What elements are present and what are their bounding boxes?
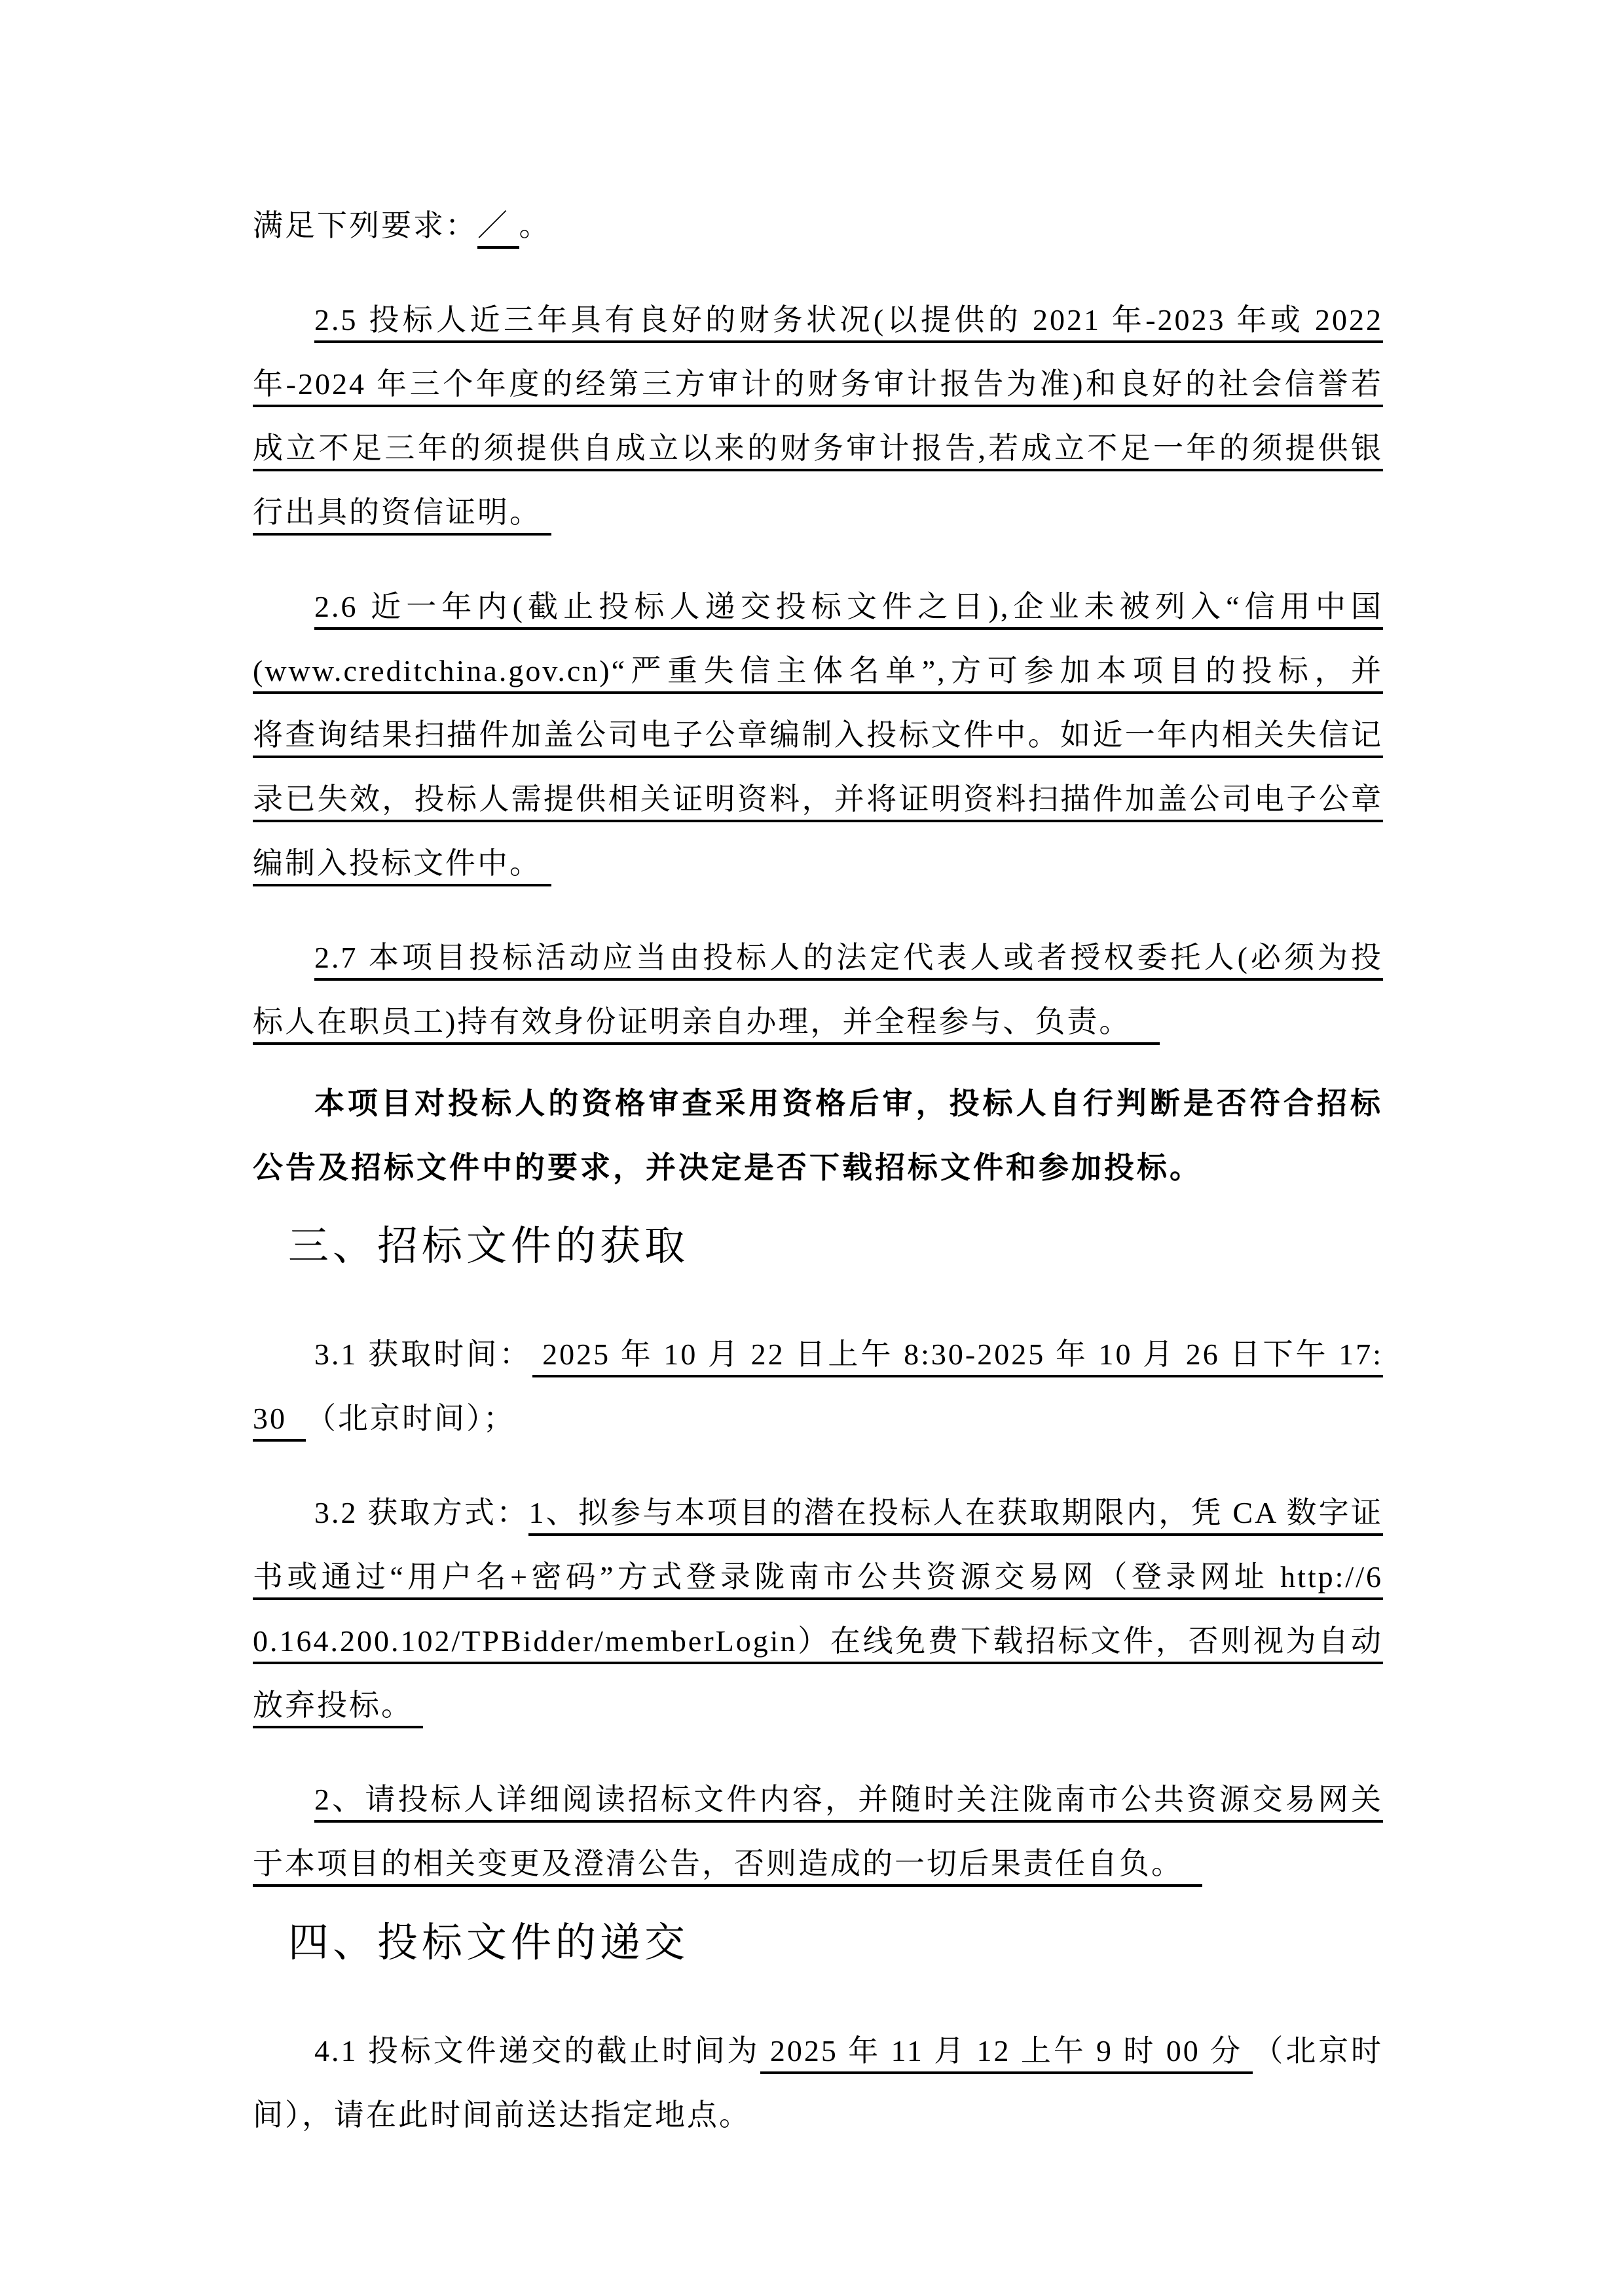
underlined-blank-segment: 标人在职员工)持有效身份证明亲自办理，并全程参与、负责。 [253, 1005, 1160, 1045]
text-segment: （北京时 [1253, 2034, 1384, 2068]
text-line [253, 194, 1383, 258]
text-line [253, 639, 1383, 703]
section-heading [253, 1201, 1383, 1292]
paragraph [253, 926, 1383, 1054]
underlined-blank-segment: 30 [253, 1402, 306, 1442]
text-line [253, 416, 1383, 481]
text-segment: 四、投标文件的递交 [288, 1921, 690, 1965]
underlined-blank-segment: 行出具的资信证明。 [253, 496, 551, 536]
text-line [253, 831, 1383, 896]
paragraph [253, 288, 1383, 545]
paragraph [253, 1768, 1383, 1896]
text-line [253, 1071, 1383, 1135]
underlined-blank-segment: ／ [477, 209, 519, 249]
text-segment: 3.1 获取时间： [314, 1338, 532, 1371]
text-line [253, 288, 1383, 352]
underlined-blank-segment: 0.164.200.102/TPBidder/memberLogin）在线免费下载招标文件，否则视为自动 [253, 1624, 1383, 1664]
underlined-blank-segment: 2.5 投标人近三年具有良好的财务状况(以提供的 2021 年-2023 年或 2022 [314, 303, 1383, 343]
text-line [253, 2083, 1383, 2147]
underlined-blank-segment: 将查询结果扫描件加盖公司电子公章编制入投标文件中。如近一年内相关失信记 [253, 718, 1383, 758]
text-line [253, 703, 1383, 767]
text-line [253, 352, 1383, 416]
text-line [253, 1387, 1383, 1451]
text-segment: 。 [519, 209, 551, 242]
underlined-blank-segment: 2.7 本项目投标活动应当由投标人的法定代表人或者授权委托人(必须为投 [314, 941, 1383, 981]
section-heading [253, 1897, 1383, 1989]
text-line [253, 1768, 1383, 1832]
underlined-blank-segment: 1、拟参与本项目的潜在投标人在获取期限内，凭 CA 数字证 [528, 1496, 1383, 1536]
underlined-blank-segment: 书或通过“用户名+密码”方式登录陇南市公共资源交易网（登录网址 http://6 [253, 1560, 1383, 1600]
underlined-blank-segment: 录已失效，投标人需提供相关证明资料，并将证明资料扫描件加盖公司电子公章 [253, 782, 1383, 822]
text-segment: 间），请在此时间前送达指定地点。 [253, 2098, 751, 2132]
underlined-blank-segment: 2.6 近一年内(截止投标人递交投标文件之日),企业未被列入“信用中国 [314, 590, 1383, 630]
text-line [253, 990, 1383, 1054]
text-line [253, 926, 1383, 990]
text-segment: 4.1 投标文件递交的截止时间为 [314, 2034, 760, 2068]
text-line [253, 1609, 1383, 1673]
paragraph [253, 1481, 1383, 1738]
paragraph [253, 194, 1383, 258]
text-line [253, 1322, 1383, 1387]
paragraph [253, 575, 1383, 896]
underlined-blank-segment: 放弃投标。 [253, 1688, 423, 1728]
text-line [253, 2019, 1383, 2083]
text-line [253, 481, 1383, 545]
paragraph [253, 1322, 1383, 1451]
underlined-blank-segment: 2025 年 11 月 12 上午 9 时 00 分 [760, 2034, 1253, 2074]
underlined-blank-segment: 2025 年 10 月 22 日上午 8:30-2025 年 10 月 26 日下午 17: [532, 1338, 1383, 1377]
underlined-blank-segment: 编制入投标文件中。 [253, 847, 551, 886]
paragraph [253, 1071, 1383, 1199]
text-line [253, 767, 1383, 831]
underlined-blank-segment: 2、请投标人详细阅读招标文件内容，并随时关注陇南市公共资源交易网关 [314, 1783, 1383, 1823]
text-segment: 本项目对投标人的资格审查采用资格后审，投标人自行判断是否符合招标 [314, 1086, 1383, 1120]
text-line [253, 1673, 1383, 1738]
text-segment: 三、招标文件的获取 [288, 1224, 690, 1269]
underlined-blank-segment: 成立不足三年的须提供自成立以来的财务审计报告,若成立不足一年的须提供银 [253, 431, 1383, 471]
text-line [253, 1135, 1383, 1199]
paragraph [253, 2019, 1383, 2147]
underlined-blank-segment: 年-2024 年三个年度的经第三方审计的财务审计报告为准)和良好的社会信誉若 [253, 367, 1383, 407]
text-line [253, 1201, 1383, 1292]
text-line [253, 1832, 1383, 1896]
text-segment: 满足下列要求： [253, 209, 477, 242]
text-line [253, 1481, 1383, 1545]
text-segment: （北京时间）； [306, 1402, 515, 1435]
text-segment: 公告及招标文件中的要求，并决定是否下载招标文件和参加投标。 [253, 1150, 1202, 1184]
underlined-blank-segment: (www.creditchina.gov.cn)“严重失信主体名单”,方可参加本项目的投标，并 [253, 654, 1383, 694]
text-line [253, 575, 1383, 639]
underlined-blank-segment: 于本项目的相关变更及澄清公告，否则造成的一切后果责任自负。 [253, 1847, 1202, 1887]
text-segment: 3.2 获取方式： [314, 1496, 529, 1529]
text-line [253, 1545, 1383, 1609]
text-line [253, 1897, 1383, 1989]
